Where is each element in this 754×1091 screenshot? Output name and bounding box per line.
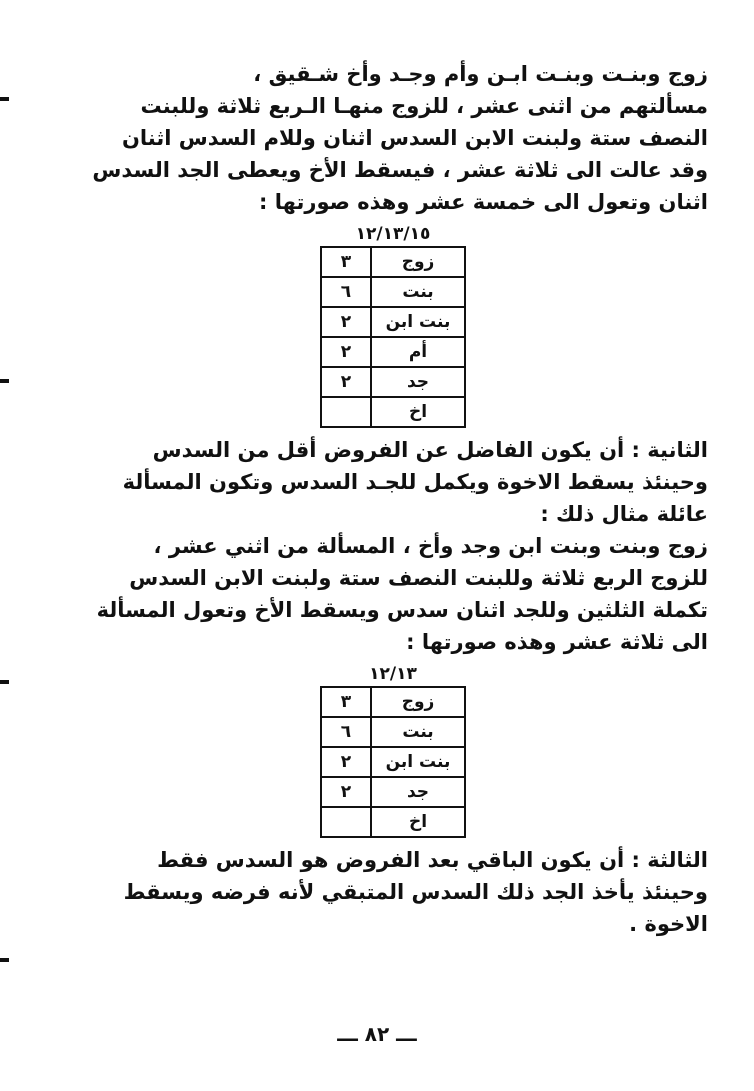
heir-cell: زوج <box>371 247 465 277</box>
text-line: وحينئذ يأخذ الجد ذلك السدس المتبقي لأنه فرضه ويسقط <box>123 880 708 904</box>
text-line: مسألتهم من اثنى عشر ، للزوج منهـا الـربع ثلاثة وللبنت <box>140 94 708 118</box>
share-cell: ٢ <box>321 367 371 397</box>
text-line: للزوج الربع ثلاثة وللبنت النصف ستة ولبنت الابن السدس <box>129 566 708 590</box>
heir-cell: بنت ابن <box>371 307 465 337</box>
margin-mark <box>0 680 9 684</box>
margin-mark <box>0 97 9 101</box>
text-line: اثنان وتعول الى خمسة عشر وهذه صورتها : <box>259 190 708 214</box>
text-line: زوج وبنـت وبنـت ابـن وأم وجـد وأخ شـقيق ، <box>253 62 708 86</box>
text-line: وقد عالت الى ثلاثة عشر ، فيسقط الأخ ويعطى الجد السدس <box>92 158 708 182</box>
document-page <box>78 58 708 940</box>
table-row <box>321 807 465 837</box>
table-row <box>321 687 465 717</box>
text-line: تكملة الثلثين وللجد اثنان سدس ويسقط الأخ وتعول المسألة <box>96 598 708 622</box>
share-cell: ٣ <box>321 687 371 717</box>
shares-table <box>320 246 466 428</box>
share-cell: ٣ <box>321 247 371 277</box>
inheritance-table-1 <box>78 224 708 428</box>
share-cell: ٢ <box>321 337 371 367</box>
page-number: ـــ ٨٢ ـــ <box>337 1022 417 1046</box>
text-line: الثالثة : أن يكون الباقي بعد الفروض هو السدس فقط <box>157 848 708 872</box>
heir-cell: بنت ابن <box>371 747 465 777</box>
heir-cell: اخ <box>371 397 465 427</box>
table-row <box>321 367 465 397</box>
share-cell: ٦ <box>321 717 371 747</box>
heir-cell: جد <box>371 367 465 397</box>
table-row <box>321 717 465 747</box>
text-line: الى ثلاثة عشر وهذه صورتها : <box>406 630 708 654</box>
text-line: زوج وبنت وبنت ابن وجد وأخ ، المسألة من اثني عشر ، <box>153 534 708 558</box>
table-caption: ١٢/١٣ <box>369 664 417 684</box>
text-line: وحينئذ يسقط الاخوة ويكمل للجـد السدس وتكون المسألة <box>122 470 708 494</box>
table-caption: ١٢/١٣/١٥ <box>355 224 431 244</box>
heir-cell: بنت <box>371 277 465 307</box>
heir-cell: جد <box>371 777 465 807</box>
inheritance-table-2 <box>78 664 708 838</box>
table-row <box>321 247 465 277</box>
table-row <box>321 397 465 427</box>
table-row <box>321 747 465 777</box>
paragraph-case-3 <box>78 844 708 940</box>
paragraph-example-1 <box>78 58 708 218</box>
share-cell: ٢ <box>321 307 371 337</box>
text-line: الثانية : أن يكون الفاضل عن الفروض أقل من السدس <box>152 438 708 462</box>
share-cell: ٢ <box>321 777 371 807</box>
heir-cell: بنت <box>371 717 465 747</box>
margin-mark <box>0 379 9 383</box>
paragraph-case-2 <box>78 434 708 530</box>
text-line: الاخوة . <box>629 912 708 936</box>
text-line: عائلة مثال ذلك : <box>540 502 708 526</box>
heir-cell: زوج <box>371 687 465 717</box>
share-cell <box>321 397 371 427</box>
heir-cell: أم <box>371 337 465 367</box>
heir-cell: اخ <box>371 807 465 837</box>
share-cell <box>321 807 371 837</box>
text-line: النصف ستة ولبنت الابن السدس اثنان وللام السدس اثنان <box>121 126 708 150</box>
table-row <box>321 777 465 807</box>
margin-mark <box>0 958 9 962</box>
shares-table <box>320 686 466 838</box>
table-row <box>321 277 465 307</box>
table-row <box>321 307 465 337</box>
share-cell: ٢ <box>321 747 371 777</box>
share-cell: ٦ <box>321 277 371 307</box>
paragraph-example-2 <box>78 530 708 658</box>
table-row <box>321 337 465 367</box>
